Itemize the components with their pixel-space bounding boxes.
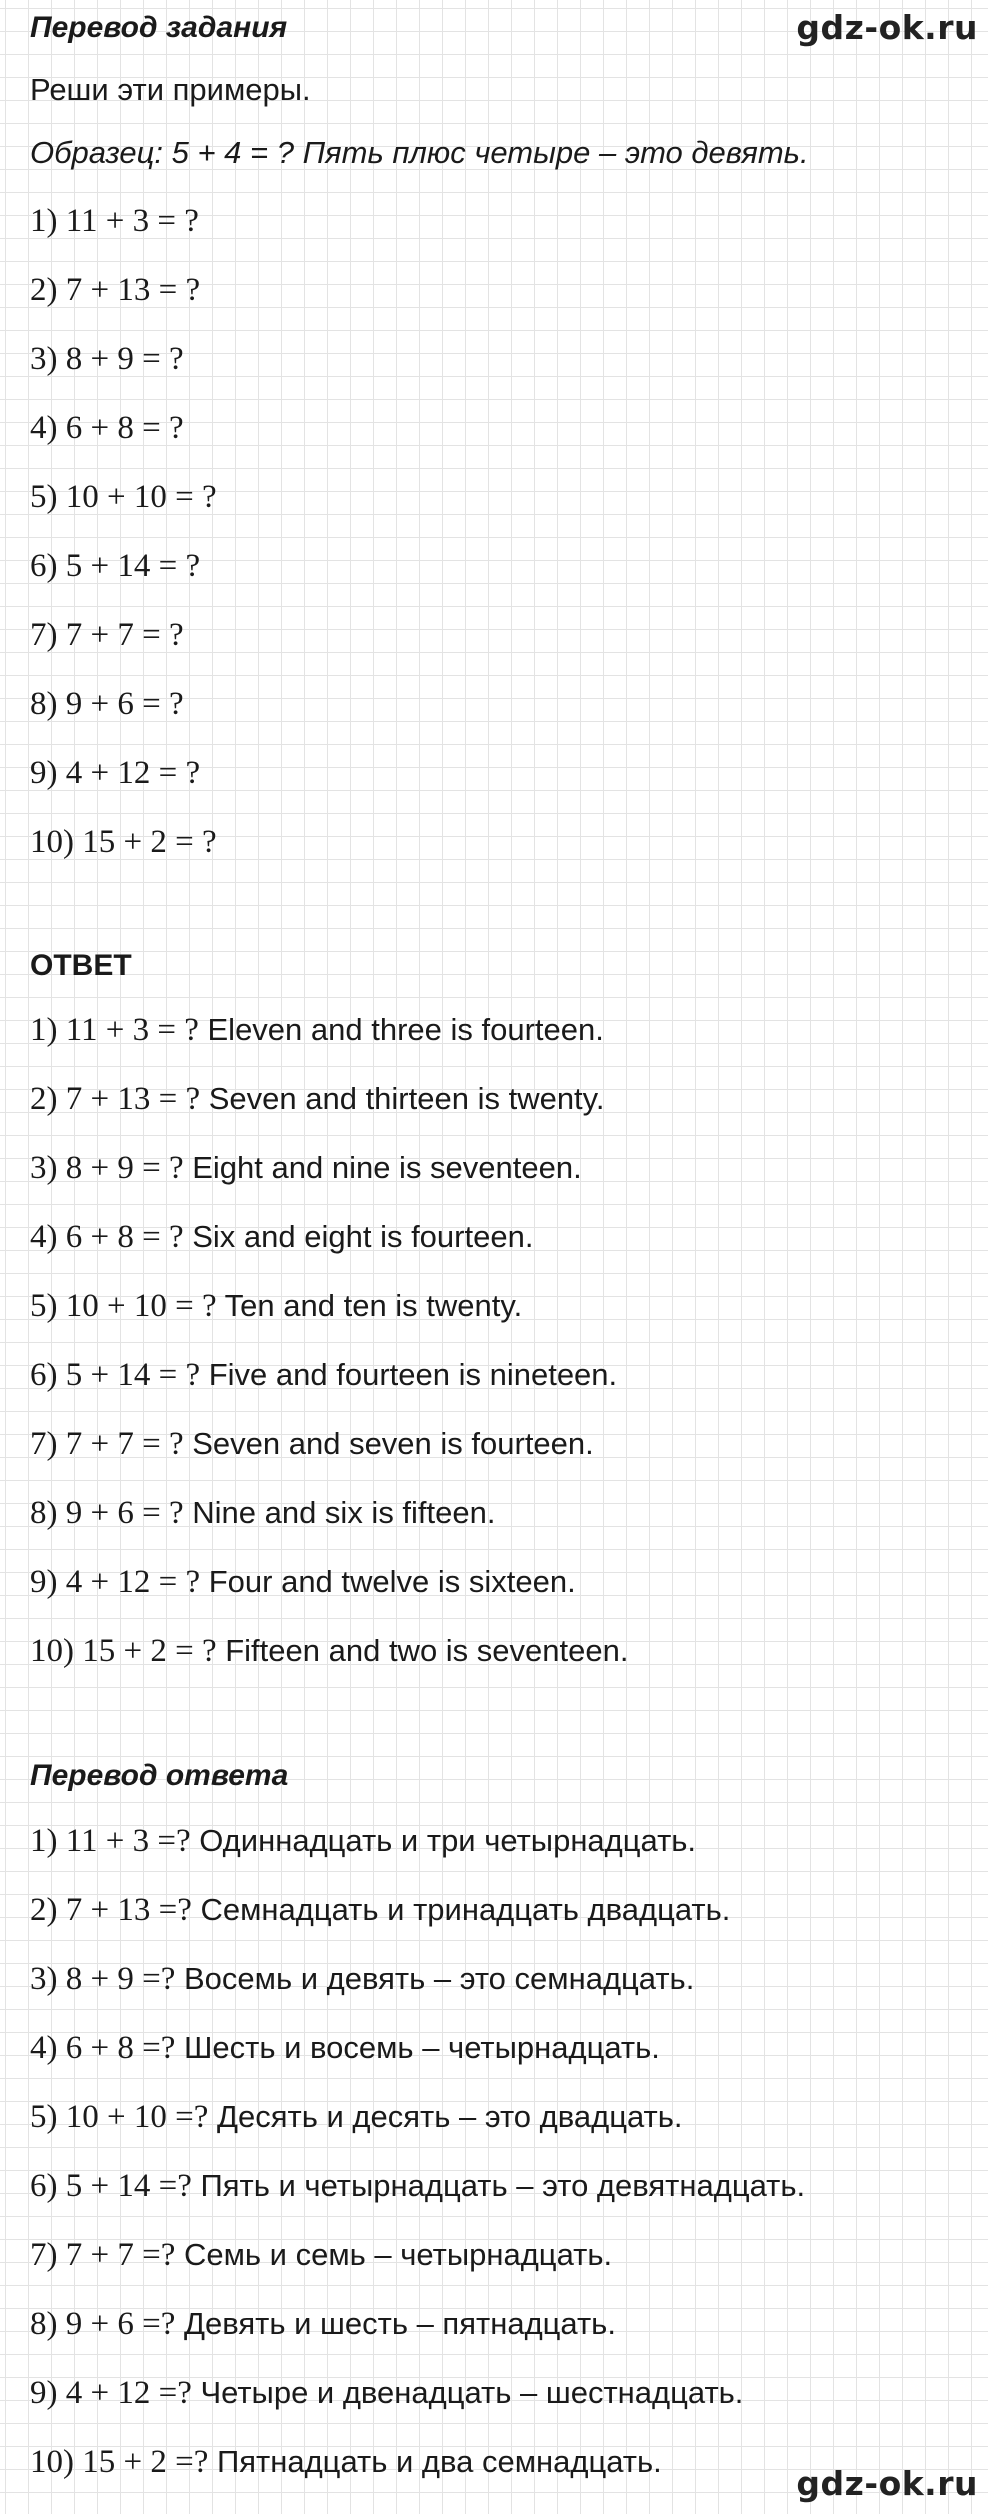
equation-text: Десять и десять – это двадцать.: [208, 2099, 683, 2134]
equation-text: Одиннадцать и три четырнадцать.: [190, 1823, 697, 1858]
answer-item: [30, 1424, 594, 1464]
equation-text: Семь и семь – четырнадцать.: [175, 2237, 613, 2272]
watermark-bottom: gdz-ok.ru: [796, 2464, 978, 2503]
answer-item: [30, 1079, 605, 1119]
equation-text: Five and fourteen is nineteen.: [200, 1357, 618, 1392]
answer-translation-item: [30, 2235, 612, 2275]
equation-text: Пятнадцать и два семнадцать.: [208, 2444, 662, 2479]
equation: 4) 6 + 8 =?: [30, 2030, 176, 2066]
sample-text: Образец: 5 + 4 = ? Пять плюс четыре – это девять.: [30, 135, 809, 170]
equation: 2) 7 + 13 = ?: [30, 1081, 201, 1117]
task-item: 10) 15 + 2 = ?: [30, 824, 217, 860]
answer-item: [30, 1217, 533, 1257]
equation: 6) 5 + 14 =?: [30, 2168, 192, 2204]
equation-text: Семнадцать и тринадцать двадцать.: [191, 1892, 731, 1927]
equation: 4) 6 + 8 = ?: [30, 1219, 184, 1255]
answer-translation-item: [30, 2097, 682, 2137]
answer-item: [30, 1148, 582, 1188]
equation-text: Четыре и двенадцать – шестнадцать.: [191, 2375, 744, 2410]
equation-text: Seven and seven is fourteen.: [183, 1426, 594, 1461]
equation: 7) 7 + 7 = ?: [30, 1426, 184, 1462]
answer-translation-item: [30, 2028, 660, 2068]
answer-translation-item: [30, 1959, 694, 1999]
equation-text: Пять и четырнадцать – это девятнадцать.: [191, 2168, 806, 2203]
task-item: 4) 6 + 8 = ?: [30, 410, 184, 446]
equation: 7) 7 + 7 =?: [30, 2237, 176, 2273]
task-item: 2) 7 + 13 = ?: [30, 272, 201, 308]
answer-item: [30, 1286, 522, 1326]
equation: 10) 15 + 2 =?: [30, 2444, 209, 2480]
answer-item: [30, 1631, 628, 1671]
answer-translation-item: [30, 2304, 616, 2344]
equation-text: Fifteen and two is seventeen.: [216, 1633, 629, 1668]
task-item: 5) 10 + 10 = ?: [30, 479, 217, 515]
equation-text: Восемь и девять – это семнадцать.: [175, 1961, 695, 1996]
equation: 3) 8 + 9 = ?: [30, 1150, 184, 1186]
equation-text: Шесть и восемь – четырнадцать.: [175, 2030, 660, 2065]
answer-translation-item: [30, 2442, 662, 2482]
equation-text: Девять и шесть – пятнадцать.: [175, 2306, 616, 2341]
equation-text: Nine and six is fifteen.: [183, 1495, 496, 1530]
answer-translation-heading: Перевод ответа: [30, 1759, 289, 1792]
answer-item: [30, 1562, 576, 1602]
equation: 9) 4 + 12 =?: [30, 2375, 192, 2411]
equation: 10) 15 + 2 = ?: [30, 1633, 217, 1669]
equation: 1) 11 + 3 =?: [30, 1823, 191, 1859]
equation: 8) 9 + 6 =?: [30, 2306, 176, 2342]
equation-text: Seven and thirteen is twenty.: [200, 1081, 605, 1116]
task-instruction: Реши эти примеры.: [30, 72, 311, 107]
equation: 5) 10 + 10 =?: [30, 2099, 209, 2135]
equation: 1) 11 + 3 = ?: [30, 1012, 199, 1048]
task-item: 8) 9 + 6 = ?: [30, 686, 184, 722]
answer-translation-item: [30, 1890, 730, 1930]
task-item: 3) 8 + 9 = ?: [30, 341, 184, 377]
answer-translation-item: [30, 2373, 743, 2413]
equation-text: Six and eight is fourteen.: [183, 1219, 534, 1254]
task-item: 1) 11 + 3 = ?: [30, 203, 199, 239]
watermark-top: gdz-ok.ru: [796, 8, 978, 47]
answer-item: [30, 1355, 617, 1395]
equation-text: Four and twelve is sixteen.: [200, 1564, 576, 1599]
equation: 3) 8 + 9 =?: [30, 1961, 176, 1997]
answer-translation-item: [30, 1821, 696, 1861]
answer-item: [30, 1010, 604, 1050]
equation: 2) 7 + 13 =?: [30, 1892, 192, 1928]
equation: 8) 9 + 6 = ?: [30, 1495, 184, 1531]
task-item: 9) 4 + 12 = ?: [30, 755, 201, 791]
answer-translation-item: [30, 2166, 805, 2206]
equation: 6) 5 + 14 = ?: [30, 1357, 201, 1393]
equation: 9) 4 + 12 = ?: [30, 1564, 201, 1600]
task-translation-heading: Перевод задания: [30, 11, 288, 44]
task-item: 7) 7 + 7 = ?: [30, 617, 184, 653]
answer-item: [30, 1493, 496, 1533]
equation-text: Eleven and three is fourteen.: [198, 1012, 604, 1047]
task-item: 6) 5 + 14 = ?: [30, 548, 201, 584]
answer-heading: ОТВЕТ: [30, 949, 132, 982]
equation-text: Eight and nine is seventeen.: [183, 1150, 582, 1185]
equation: 5) 10 + 10 = ?: [30, 1288, 217, 1324]
equation-text: Ten and ten is twenty.: [216, 1288, 523, 1323]
